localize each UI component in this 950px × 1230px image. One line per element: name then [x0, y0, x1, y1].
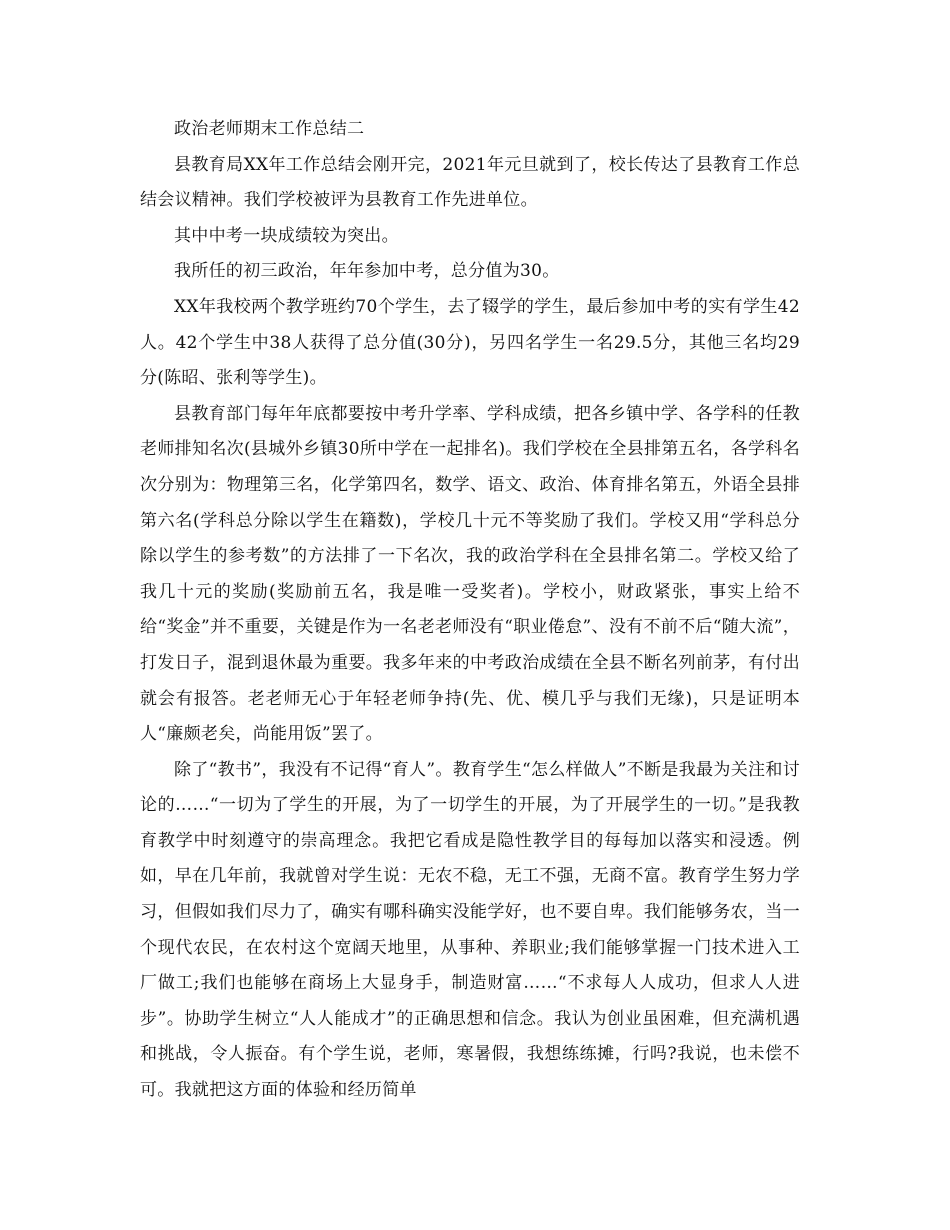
document-title: 政治老师期末工作总结二 [174, 119, 365, 139]
document-body [140, 112, 800, 1109]
paragraph: 我所任的初三政治，年年参加中考，总分值为30。 [174, 261, 560, 282]
paragraph: 县教育局XX年工作总结会刚开完，2021年元旦就到了，校长传达了县教育工作总结会议精神。我们学校被评为县教育工作先进单位。 [140, 154, 800, 211]
paragraph: 其中中考一块成绩较为突出。 [174, 225, 399, 246]
paragraph: 除了“教书”，我没有不记得“育人”。教育学生“怎么样做人”不断是我最为关注和讨论的……“一切为了学生的开展，为了一切学生的开展，为了开展学生的一切。”是我教育教学中时刻遵守的崇高理念。我把它看成是隐性教学目的每每加以落实和浸透。例如，早在几年前，我就曾对学生说：无农不稳，无工不强，无商不富。教育学生努力学习，但假如我们尽力了，确实有哪科确实没能学好，也不要自卑。我们能够务农，当一个现代农民，在农村这个宽阔天地里，从事种、养职业;我们能够掌握一门技术进入工厂做工;我们也能够在商场上大显身手，制造财富……“不求每人人成功，但求人人进步”。协助学生树立“人人能成才”的正确思想和信念。我认为创业虽困难，但充满机遇和挑战，令人振奋。有个学生说，老师，寒暑假，我想练练摊，行吗?我说，也未偿不可。我就把这方面的体验和经历简单 [140, 759, 800, 1101]
paragraph: 县教育部门每年年底都要按中考升学率、学科成绩，把各乡镇中学、各学科的任教老师排知名次(县城外乡镇30所中学在一起排名)。我们学校在全县排第五名，各学科名次分别为：物理第三名，化学第四名，数学、语文、政治、体育排名第五，外语全县排第六名(学科总分除以学生在籍数)，学校几十元不等奖励了我们。学校又用“学科总分除以学生的参考数”的方法排了一下名次，我的政治学科在全县排名第二。学校又给了我几十元的奖励(奖励前五名，我是唯一受奖者)。学校小，财政紧张，事实上给不给“奖金”并不重要，关键是作为一名老老师没有“职业倦怠”、没有不前不后“随大流”，打发日子，混到退休最为重要。我多年来的中考政治成绩在全县不断名列前茅，有付出就会有报答。老老师无心于年轻老师争持(先、优、模几乎与我们无缘)，只是证明本人“廉颇老矣，尚能用饭”罢了。 [140, 403, 800, 745]
paragraph: XX年我校两个教学班约70个学生，去了辍学的学生，最后参加中考的实有学生42人。42个学生中38人获得了总分值(30分)，另四名学生一名29.5分，其他三名均29分(陈昭、张利等学生)。 [140, 296, 800, 389]
